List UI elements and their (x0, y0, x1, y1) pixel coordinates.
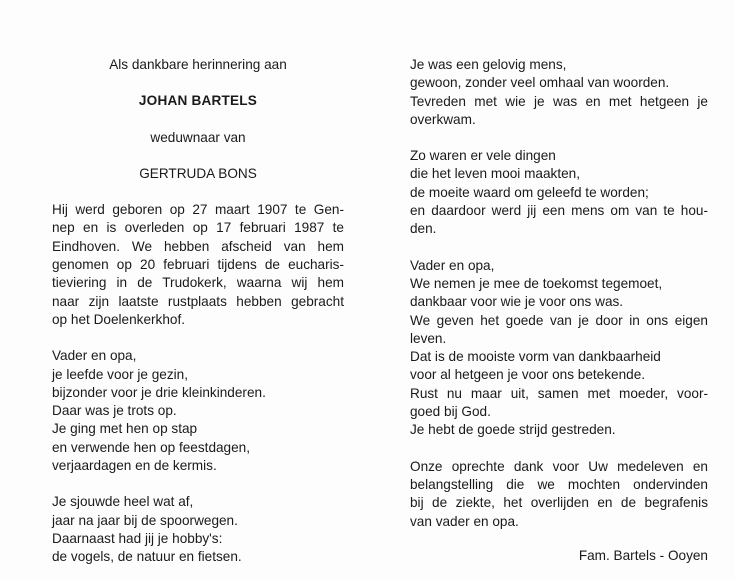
verse-line: dankbaar voor wie je voor ons was. (410, 294, 624, 310)
verse-line: leven. (410, 330, 447, 346)
verse-line: goed bij God. (410, 404, 491, 420)
verse-line: Je hebt de goede strijd gestreden. (410, 422, 616, 438)
thanks-line: van vader en opa. (410, 513, 519, 529)
verse-line: de moeite waard om geleefd te worden; (410, 184, 649, 200)
thanks-line: Onze oprechte dank voor Uw medeleven en (410, 458, 708, 474)
right-stanza-1 (410, 56, 708, 129)
poem-line: bijzonder voor je drie kleinkinderen. (52, 384, 266, 400)
bio-line: nep en is overleden op 17 februari 1987 te (52, 220, 344, 236)
verse-line: Dat is de mooiste vorm van dankbaarheid (410, 349, 661, 365)
poem-line: de vogels, de natuur en fietsen. (52, 549, 242, 565)
verse-line: We nemen je mee de toekomst tegemoet, (410, 275, 663, 291)
right-column (410, 56, 708, 565)
verse-line: Tevreden met wie je was en met hetgeen je (410, 93, 708, 109)
thanks-paragraph (410, 458, 708, 531)
verse-line: overkwam. (410, 111, 476, 127)
verse-line: die het leven mooi maakten, (410, 166, 581, 182)
verse-line: Vader en opa, (410, 257, 495, 273)
deceased-name: JOHAN BARTELS (138, 93, 258, 109)
poem-line: jaar na jaar bij de spoorwegen. (52, 512, 238, 528)
verse-line: voor al hetgeen je voor ons betekende. (410, 367, 646, 383)
poem-line: Vader en opa, (52, 348, 137, 364)
poem-line: verjaardagen en de kermis. (52, 458, 217, 474)
poem-stanza-1 (52, 347, 344, 475)
verse-line: Je was een gelovig mens, (410, 57, 567, 72)
intro-text: Als dankbare herinnering aan (109, 57, 287, 72)
poem-line: Je sjouwde heel wat af, (52, 494, 194, 510)
verse-line: We geven het goede van je door in ons eigen (410, 312, 708, 328)
thanks-line: belangstelling die we mochten ondervinden (410, 476, 708, 492)
poem-line: Daar was je trots op. (52, 403, 177, 419)
verse-line: den. (410, 221, 437, 237)
right-stanza-2 (410, 147, 708, 238)
poem-stanza-2 (52, 493, 344, 566)
verse-line: en daardoor werd jij een mens om van te hou- (410, 203, 708, 219)
bio-line: Eindhoven. We hebben afscheid van hem (52, 238, 344, 254)
family-signature: Fam. Bartels - Ooyen (578, 547, 708, 563)
bio-line: genomen op 20 februari tijdens de eucharis- (52, 257, 344, 273)
verse-line: Zo waren er vele dingen (410, 148, 556, 164)
right-stanza-3 (410, 257, 708, 440)
poem-line: je leefde voor je gezin, (52, 366, 189, 382)
spouse-name: GERTRUDA BONS (139, 165, 257, 181)
poem-line: en verwende hen op feestdagen, (52, 439, 251, 455)
bio-line: Hij werd geboren op 27 maart 1907 te Gen- (52, 202, 344, 218)
relation-text: weduwnaar van (150, 129, 246, 145)
verse-line: gewoon, zonder veel omhaal van woorden. (410, 75, 670, 91)
thanks-line: bij de ziekte, het overlijden en de begrafenis (410, 495, 708, 511)
poem-line: Je ging met hen op stap (52, 421, 198, 437)
verse-line: Rust nu maar uit, samen met moeder, voor- (410, 385, 708, 401)
bio-line: tieviering in de Trudokerk, waarna wij hem (52, 275, 344, 291)
bio-paragraph (52, 201, 344, 329)
bio-line: op het Doelenkerkhof. (52, 311, 186, 327)
poem-line: Daarnaast had jij je hobby's: (52, 530, 223, 546)
left-column (52, 56, 344, 567)
bio-line: naar zijn laatste rustplaats hebben gebracht (52, 293, 344, 309)
